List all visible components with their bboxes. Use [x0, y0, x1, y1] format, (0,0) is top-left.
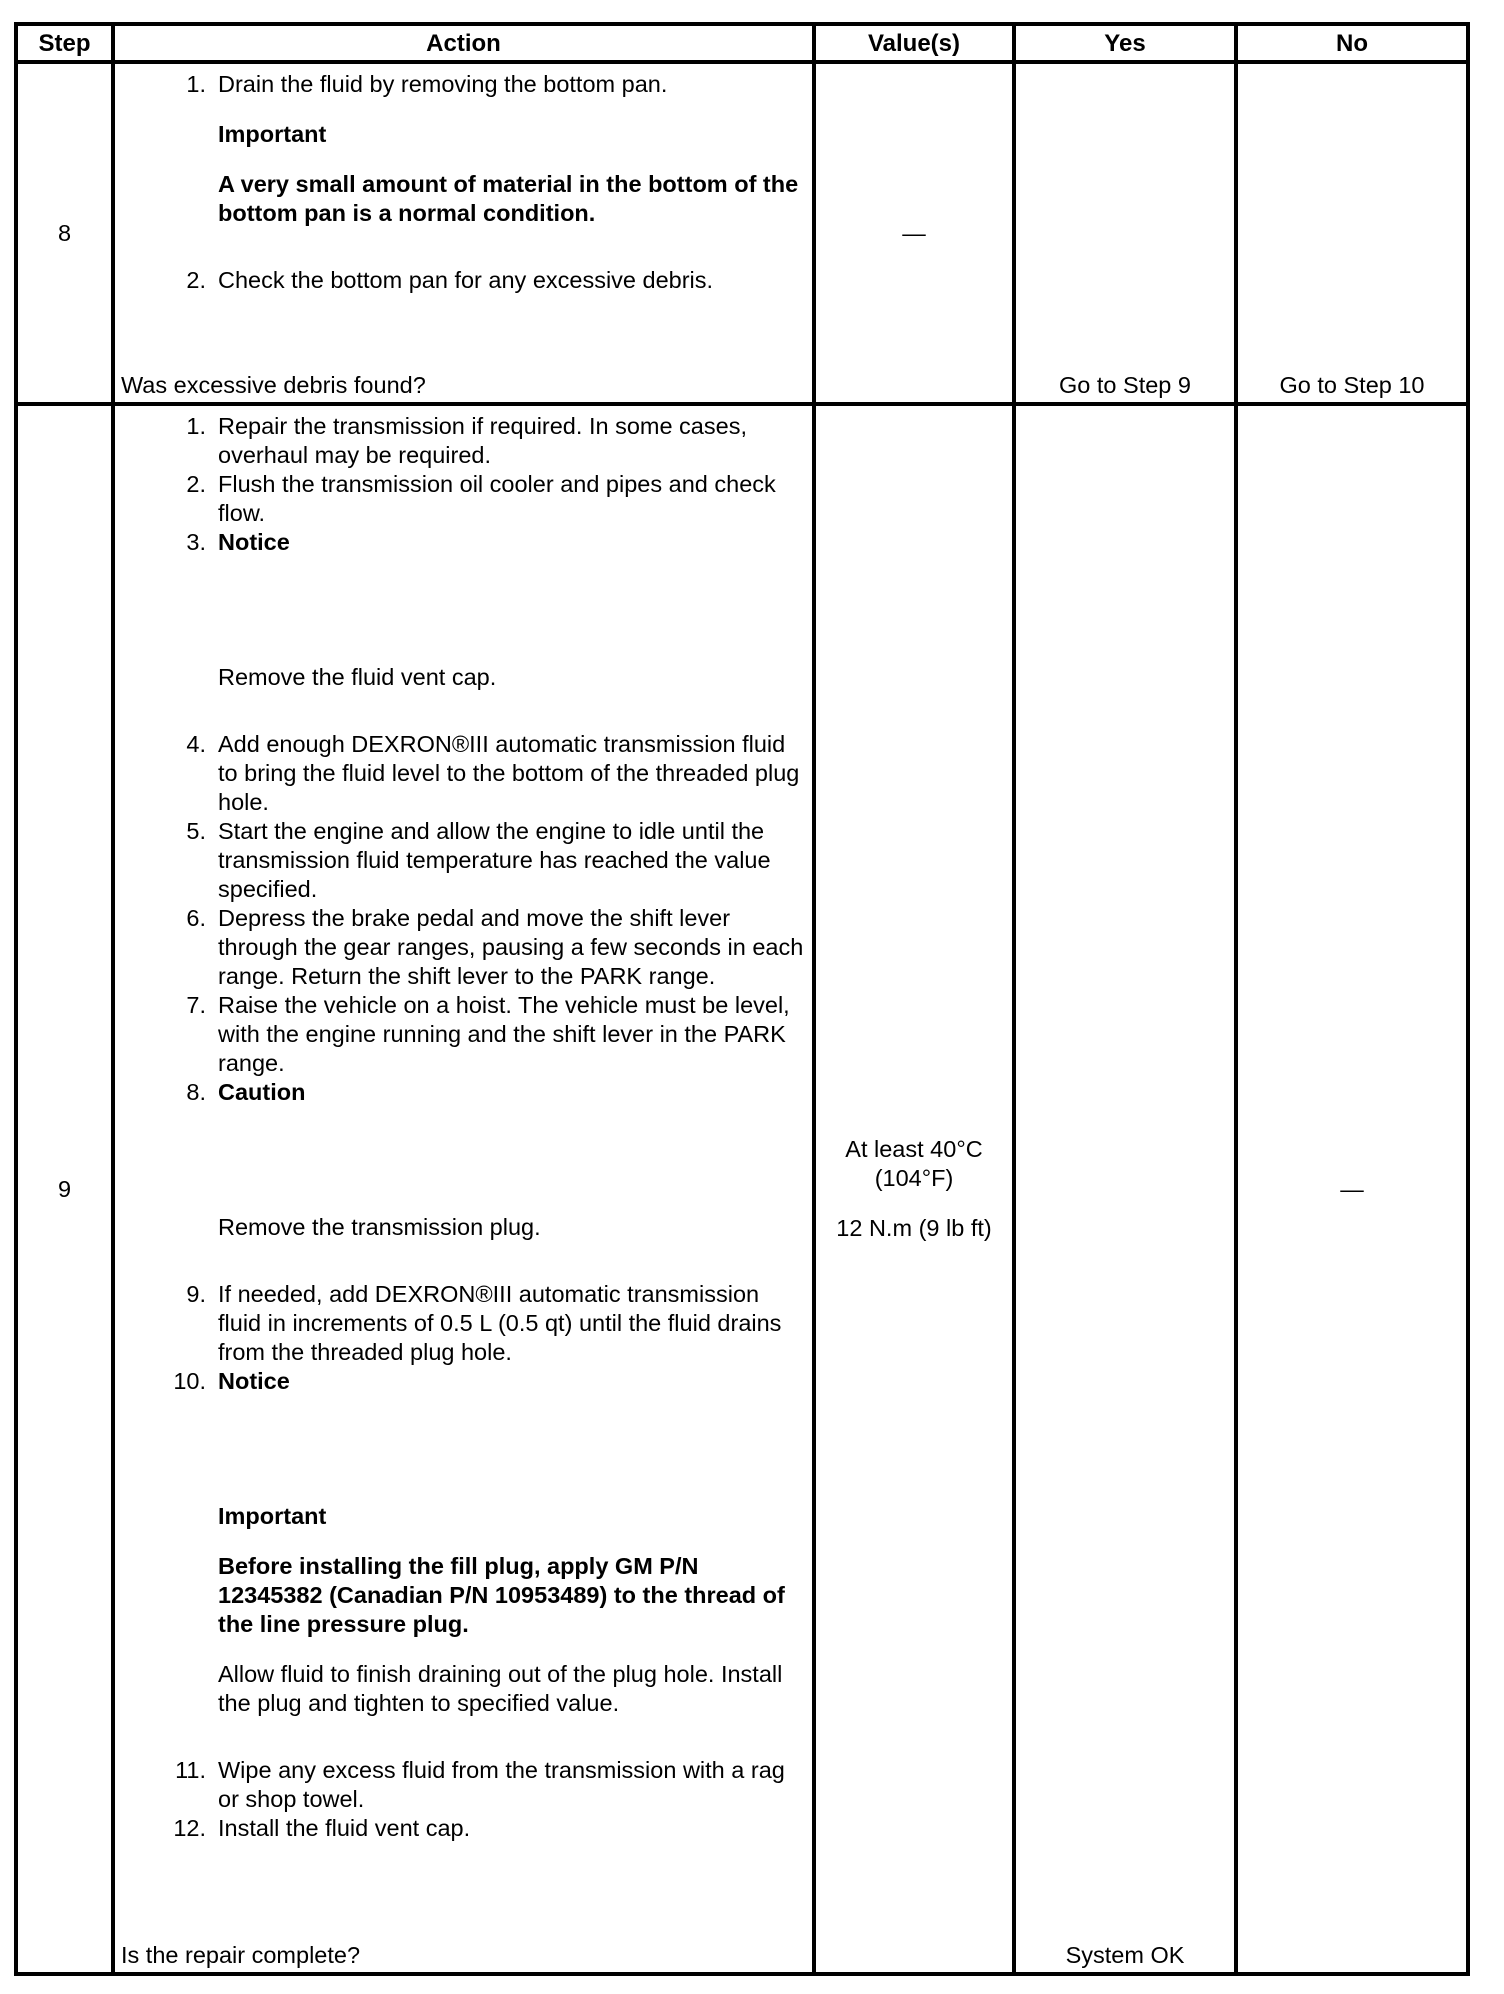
- step-8-row: [16, 62, 1468, 404]
- list-item: 7. Raise the vehicle on a hoist. The vehicle must be level, with the engine running and the shift lever in the PARK range.: [186, 992, 790, 1076]
- list-item: 10. Notice: [173, 1368, 290, 1394]
- temp-value-line1: At least 40°C: [845, 1136, 983, 1162]
- list-item: 4. Add enough DEXRON®III automatic transmission fluid to bring the fluid level to the bottom of the threaded plug hole.: [186, 731, 800, 815]
- step-9-yes: System OK: [1014, 404, 1236, 1974]
- header-no: No: [1236, 24, 1468, 62]
- list-item: 3. Notice: [186, 529, 290, 555]
- torque-value: 12 N.m (9 lb ft): [836, 1215, 992, 1241]
- step-9-no: —: [1236, 404, 1468, 1974]
- header-yes: Yes: [1014, 24, 1236, 62]
- list-item: 1. Drain the fluid by removing the bottom pan.: [186, 71, 668, 97]
- list-item: 5. Start the engine and allow the engine to idle until the transmission fluid temperature has reached the value specified.: [186, 818, 771, 902]
- step-8-action: [113, 62, 814, 404]
- step-9-row: [16, 404, 1468, 1974]
- step-9-number: 9: [16, 404, 113, 1974]
- important-text: Before installing the fill plug, apply GM P/N 12345382 (Canadian P/N 10953489) to the thread of the line pressure plug.: [218, 1553, 785, 1637]
- notice-text: Remove the fluid vent cap.: [218, 664, 497, 690]
- list-item: 1. Repair the transmission if required. In some cases, overhaul may be required.: [186, 413, 747, 468]
- notice-text: Allow fluid to finish draining out of the plug hole. Install the plug and tighten to specified value.: [218, 1661, 783, 1716]
- list-item: 9. If needed, add DEXRON®III automatic transmission fluid in increments of 0.5 L (0.5 qt) until the fluid drains from the threaded plug hole.: [186, 1281, 782, 1365]
- diagnostic-table: [14, 22, 1470, 1976]
- header-action: Action: [113, 24, 814, 62]
- header-step: Step: [16, 24, 113, 62]
- step-8-question: Was excessive debris found?: [121, 372, 426, 398]
- temp-value-line2: (104°F): [874, 1165, 954, 1191]
- step-9-action: [113, 404, 814, 1974]
- list-item: 11. Wipe any excess fluid from the transmission with a rag or shop towel.: [175, 1757, 785, 1812]
- header-values: Value(s): [814, 24, 1014, 62]
- step-9-question: Is the repair complete?: [121, 1942, 361, 1968]
- step-8-number: 8: [16, 62, 113, 404]
- header-row: [16, 24, 1468, 62]
- list-item: 8. Caution: [186, 1079, 306, 1105]
- caution-text: Remove the transmission plug.: [218, 1214, 541, 1240]
- important-text: A very small amount of material in the bottom of the bottom pan is a normal condition.: [218, 171, 799, 226]
- step-9-values: [814, 404, 1014, 1974]
- list-item: 2. Flush the transmission oil cooler and pipes and check flow.: [186, 471, 776, 526]
- step-8-value: —: [814, 62, 1014, 404]
- list-item: 12. Install the fluid vent cap.: [173, 1815, 471, 1841]
- list-item: 6. Depress the brake pedal and move the shift lever through the gear ranges, pausing a few seconds in each range. Return the shift lever to the PARK range.: [186, 905, 804, 989]
- list-item: 2. Check the bottom pan for any excessive debris.: [186, 267, 714, 293]
- important-label: Important: [218, 1503, 327, 1529]
- step-8-no: Go to Step 10: [1236, 62, 1468, 404]
- step-8-yes: Go to Step 9: [1014, 62, 1236, 404]
- important-label: Important: [218, 121, 327, 147]
